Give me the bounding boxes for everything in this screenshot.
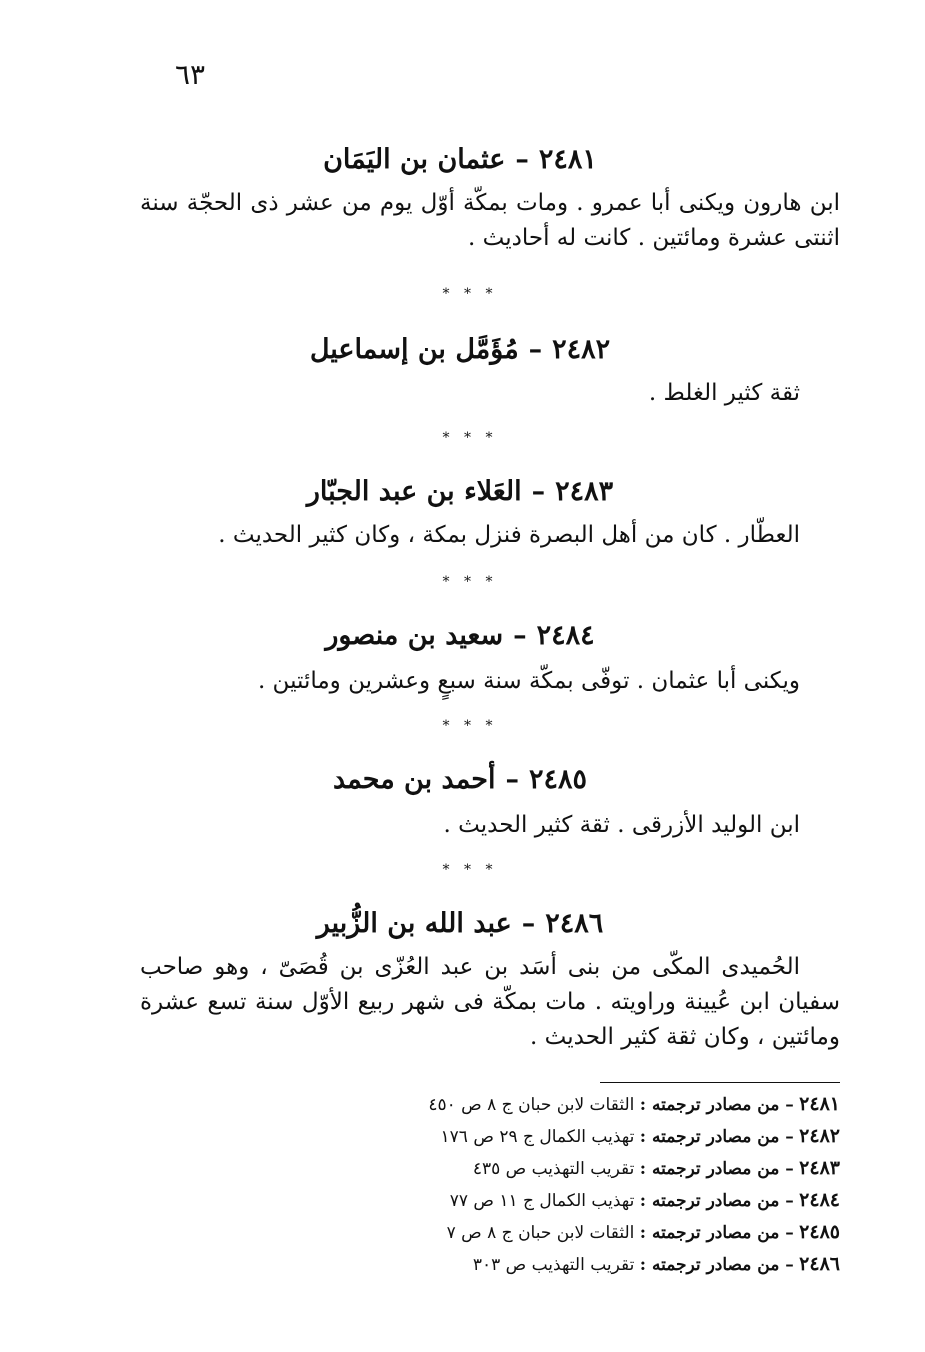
footnote (240, 1152, 840, 1184)
footnote-source: تهذيب الكمال ج ١١ ص ٧٧ (449, 1191, 635, 1211)
entry-number: ٢٤٨٥ (529, 764, 588, 795)
section-separator: * * * (442, 862, 498, 878)
footnote-number: ٢٤٨٣ (799, 1157, 840, 1179)
entry-dash: – (521, 908, 536, 939)
entry-text: ويكنى أبا عثمان . توفّى بمكّة سنة سبعٍ وعشرين ومائتين . (257, 668, 800, 694)
entry-text: ابن الوليد الأزرقى . ثقة كثير الحديث . (443, 812, 800, 838)
entry-number: ٢٤٨٢ (552, 334, 611, 365)
entry-name: أحمد بن محمد (332, 764, 496, 795)
footnote-label: – من مصادر ترجمته : (639, 1191, 794, 1211)
section-separator: * * * (442, 574, 498, 590)
page-number: ٦٣ (174, 58, 206, 91)
footnote-number: ٢٤٨٢ (799, 1125, 840, 1147)
footnote-source: تقريب التهذيب ص ٣٠٣ (472, 1255, 635, 1275)
section-separator: * * * (442, 718, 498, 734)
entry-name: مُؤَمَّل بن إسماعيل (309, 334, 519, 365)
entry-name: العَلاء بن عبد الجبّار (306, 476, 522, 507)
footnote-source: الثقات لابن حبان ج ٨ ص ٤٥٠ (428, 1095, 635, 1115)
footnote (240, 1184, 840, 1216)
footnote (240, 1120, 840, 1152)
entry-title (140, 906, 780, 942)
entry-dash: – (531, 476, 546, 507)
footnote-label: – من مصادر ترجمته : (639, 1223, 794, 1243)
entry-title (140, 474, 780, 510)
footnote-divider (600, 1082, 840, 1083)
footnote (240, 1216, 840, 1248)
entry-title (140, 332, 780, 368)
entry-title (140, 618, 780, 654)
entry-name: عبد الله بن الزُّبير (316, 908, 512, 939)
footnote-source: تقريب التهذيب ص ٤٣٥ (472, 1159, 635, 1179)
entry-text: ثقة كثير الغلط . (648, 380, 800, 406)
entry-number: ٢٤٨١ (538, 144, 597, 175)
entry-dash: – (513, 620, 527, 651)
footnote (240, 1248, 840, 1280)
footnote (240, 1088, 840, 1120)
entry-title (140, 762, 780, 798)
entry-text: الحُميدى المكّى من بنى أسَد بن عبد العُزّى بن قُصَىّ ، وهو صاحب سفيان ابن عُيينة وراويته . مات بمكّة فى شهر ربيع الأوّل سنة تسع عشرة ومائتين ، وكان ثقة كثير الحديث . (140, 954, 840, 1050)
footnote-label: – من مصادر ترجمته : (639, 1159, 794, 1179)
footnote-source: تهذيب الكمال ج ٢٩ ص ١٧٦ (440, 1127, 635, 1147)
entry-dash: – (528, 334, 543, 365)
entry-dash: – (515, 144, 529, 175)
entry-text: ابن هارون ويكنى أبا عمرو . ومات بمكّة أوّل يوم من عشر ذى الحجّة سنة اثنتى عشرة ومائتين . كانت له أحاديث . (140, 190, 840, 251)
footnote-number: ٢٤٨١ (799, 1093, 840, 1115)
footnote-number: ٢٤٨٥ (799, 1221, 840, 1243)
footnote-label: – من مصادر ترجمته : (639, 1255, 794, 1275)
entry-number: ٢٤٨٤ (536, 620, 595, 651)
entry-title (140, 142, 780, 178)
footnotes (240, 1088, 840, 1280)
entry-dash: – (505, 764, 519, 795)
footnote-number: ٢٤٨٤ (799, 1189, 840, 1211)
footnote-label: – من مصادر ترجمته : (639, 1095, 794, 1115)
footnote-source: الثقات لابن حبان ج ٨ ص ٧ (446, 1223, 635, 1243)
entry-name: عثمان بن اليَمَان (323, 144, 506, 175)
entry-number: ٢٤٨٦ (545, 908, 604, 939)
section-separator: * * * (442, 286, 498, 302)
footnote-label: – من مصادر ترجمته : (639, 1127, 794, 1147)
entry-text: العطّار . كان من أهل البصرة فنزل بمكة ، وكان كثير الحديث . (218, 522, 800, 548)
section-separator: * * * (442, 430, 498, 446)
footnote-number: ٢٤٨٦ (799, 1253, 840, 1275)
entry-name: سعيد بن منصور (325, 620, 504, 651)
entry-number: ٢٤٨٣ (555, 476, 614, 507)
